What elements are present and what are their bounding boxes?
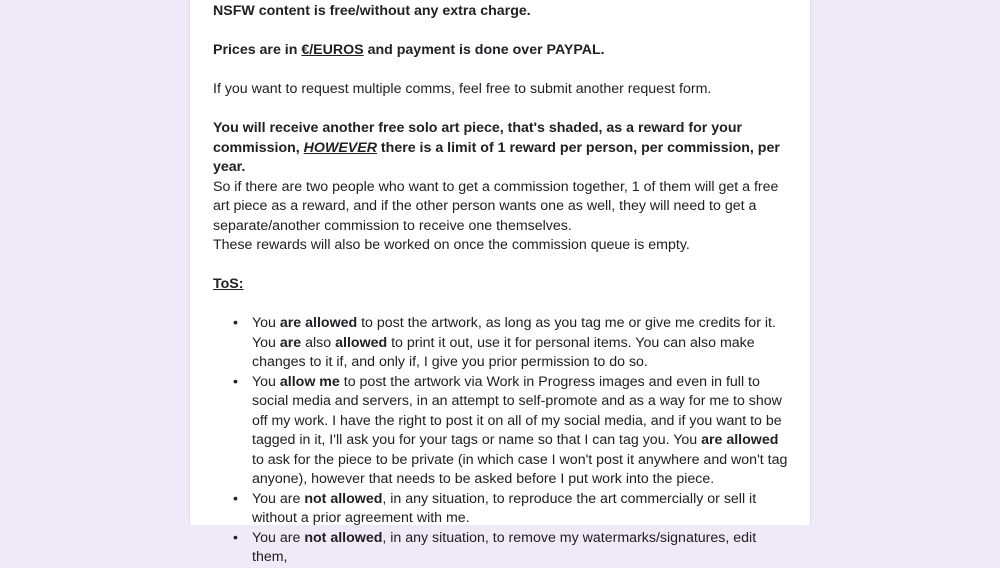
tos-item: • You allow me to post the artwork via Work in Progress images and even in full to social media and servers, in an attempt to self-promote and as a way for me to show off my work. I have the right to post it on all of my social media, and if you want to be tagged in it, I'll ask you for your tags or name so that I can tag you. You are allowed to ask for the piece to be private (in which case I won't post it anywhere and won't tag anyone), however that needs to be asked before I put work into the piece. xyxy=(233,373,788,487)
tos-item: • You are allowed to post the artwork, as long as you tag me or give me credits for it. You are also allowed to print it out, use it for personal items. You can also make changes to it if, and only if, I give you prior permission to do so. xyxy=(233,315,776,370)
reward-bold-2: there is a limit of 1 reward per person, per commission, per year. xyxy=(213,139,780,175)
reward-bold-1: You will receive another free solo art piece, that's shaded, as a reward for your commission, xyxy=(213,120,743,156)
tos-list xyxy=(213,314,793,568)
tos-item: • You are not allowed, in any situation, to reproduce the art commercially or sell it without a prior agreement with me. xyxy=(233,490,757,526)
document-body xyxy=(213,2,793,568)
document-page xyxy=(189,0,811,565)
prices-post: and payment is done over PAYPAL. xyxy=(363,42,605,58)
prices-currency: €/EUROS xyxy=(301,42,364,58)
bullet-icon: • xyxy=(233,490,238,507)
tos-item: • You are not allowed, in any situation, to remove my watermarks/signatures, edit them, xyxy=(233,529,757,565)
multiple-comms-note: If you want to request multiple comms, feel free to submit another request form. xyxy=(213,81,712,97)
bullet-icon: • xyxy=(233,529,238,546)
reward-paragraph xyxy=(213,119,793,178)
reward-explanation: So if there are two people who want to get a commission together, 1 of them will get a free art piece as a reward, and if the other person wants one as well, they will need to get a separate/another commission to receive one themselves. xyxy=(213,178,779,234)
nsfw-note: NSFW content is free/without any extra charge. xyxy=(213,3,531,19)
prices-pre: Prices are in xyxy=(213,42,302,58)
reward-queue-note: These rewards will also be worked on once the commission queue is empty. xyxy=(213,237,690,253)
tos-heading: ToS: xyxy=(213,276,244,292)
prices-note xyxy=(213,41,793,61)
bullet-icon: • xyxy=(233,373,238,390)
reward-however: HOWEVER xyxy=(303,139,377,156)
bullet-icon: • xyxy=(233,315,238,331)
